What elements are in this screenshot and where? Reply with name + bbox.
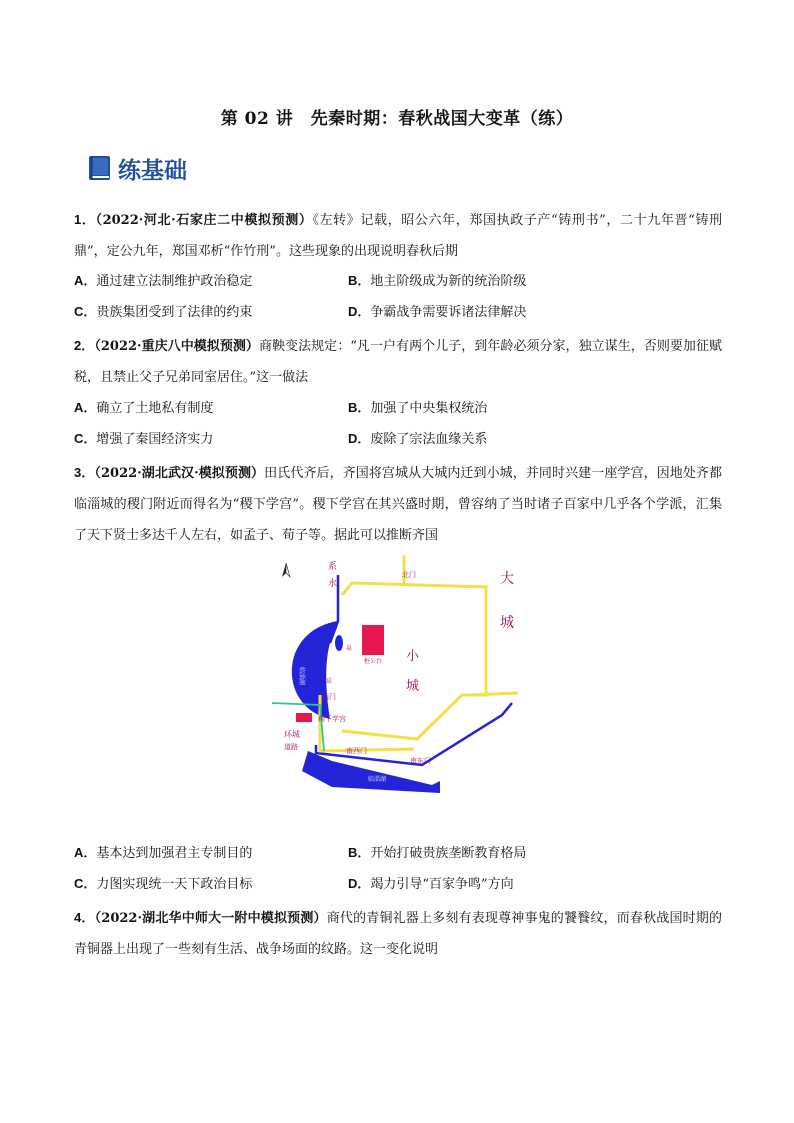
option-a[interactable]: A．确立了土地私有制度	[74, 400, 214, 416]
small-city-wall	[320, 695, 414, 751]
section-label: 练基础	[118, 157, 187, 184]
section-header	[88, 150, 187, 186]
question-number: 4．	[74, 910, 95, 925]
west-gate-label: 西门	[322, 693, 336, 701]
question-source: （2022·河北·石家庄二中模拟预测）	[95, 213, 313, 228]
option-d[interactable]: D．竭力引导“百家争鸣”方向	[348, 876, 514, 892]
option-a[interactable]: A．通过建立法制维护政治稳定	[74, 273, 253, 289]
option-c[interactable]: C．贵族集团受到了法律的约束	[74, 304, 253, 320]
question-source: （2022·湖北武汉·模拟预测）	[94, 466, 265, 481]
jixia-label: 稷下学宫	[318, 715, 346, 723]
big-city-label: 城	[500, 615, 514, 631]
option-d[interactable]: D．争霸战争需要诉诸法律解决	[348, 304, 527, 320]
north-arrow-icon	[282, 563, 290, 577]
south-east-gate-label: 南东门	[410, 757, 431, 765]
question-2	[74, 330, 722, 393]
north-gate-label: 北门	[402, 571, 416, 579]
pond-label: 临淄湖	[298, 667, 305, 686]
question-stem: 田氏代齐后，齐国将宫城从大城内迁到小城，并同时兴建一座学宫，因地处齐都临淄城的稷门附近而得名为“稷下学宫”。稷下学宫在其兴盛时期，曾容纳了当时诸子百家中几乎各个学派，汇集了天下贤士多达千人左右，如孟子、荀子等。据此可以推断齐国	[74, 466, 723, 543]
question-stem: 商鞅变法规定：“凡一户有两个儿子，到年龄必须分家，独立谋生，否则要加征赋税，且禁止父子兄弟同室居住。”这一做法	[74, 339, 722, 385]
south-west-gate-label: 南西门	[346, 747, 367, 755]
question-source: （2022·湖北华中师大一附中模拟预测）	[94, 911, 327, 926]
small-city-label: 城	[406, 679, 420, 694]
linzi-city-map	[272, 555, 524, 795]
palace-building	[362, 625, 384, 655]
moat-label: 环城	[284, 730, 300, 739]
question-stem: 商代的青铜礼器上多刻有表现尊神事鬼的饕餮纹，而春秋战国时期的青铜器上出现了一些刻有生活、战争场面的纹路。这一变化说明	[74, 911, 722, 957]
moat-label: 道路	[284, 743, 298, 751]
option-a[interactable]: A．基本达到加强君主专制目的	[74, 845, 253, 861]
river-line	[316, 703, 512, 765]
question-source: （2022·重庆八中模拟预测）	[94, 339, 259, 354]
question-number: 2．	[74, 338, 95, 353]
palace-label: 桓公台	[364, 658, 383, 665]
option-b[interactable]: B．开始打破贵族垄断教育格局	[348, 845, 527, 861]
option-c[interactable]: C．增强了秦国经济实力	[74, 431, 214, 447]
option-b[interactable]: B．加强了中央集权统治	[348, 400, 488, 416]
spring-icon	[319, 679, 324, 684]
question-number: 3．	[74, 465, 95, 480]
big-city-label: 大	[500, 571, 514, 587]
question-4	[74, 902, 722, 965]
big-city-wall	[472, 693, 518, 695]
jixia-academy-building	[296, 713, 312, 722]
river-label: 水	[328, 579, 338, 589]
pond-label: 临淄湖	[368, 776, 387, 783]
question-3	[74, 457, 722, 551]
river-label: 系	[328, 562, 338, 572]
spring-label: 泉	[326, 678, 333, 685]
option-d[interactable]: D．废除了宗法血缘关系	[348, 431, 488, 447]
option-c[interactable]: C．力图实现统一天下政治目标	[74, 876, 253, 892]
option-b[interactable]: B．地主阶级成为新的统治阶级	[348, 273, 527, 289]
spring-label: 泉	[346, 645, 353, 652]
book-icon	[88, 155, 112, 181]
question-1	[74, 204, 722, 267]
small-city-label: 小	[406, 649, 420, 664]
question-stem: 《左转》记载，昭公六年，郑国执政子产“铸刑书”，二十九年晋“铸刑鼎”，定公九年，郑国邓析“作竹刑”。这些现象的出现说明春秋后期	[74, 213, 722, 259]
spring-icon	[335, 635, 343, 651]
question-number: 1．	[74, 212, 96, 227]
page-title: 第 02 讲 先秦时期：春秋战国大变革（练）	[220, 109, 574, 129]
